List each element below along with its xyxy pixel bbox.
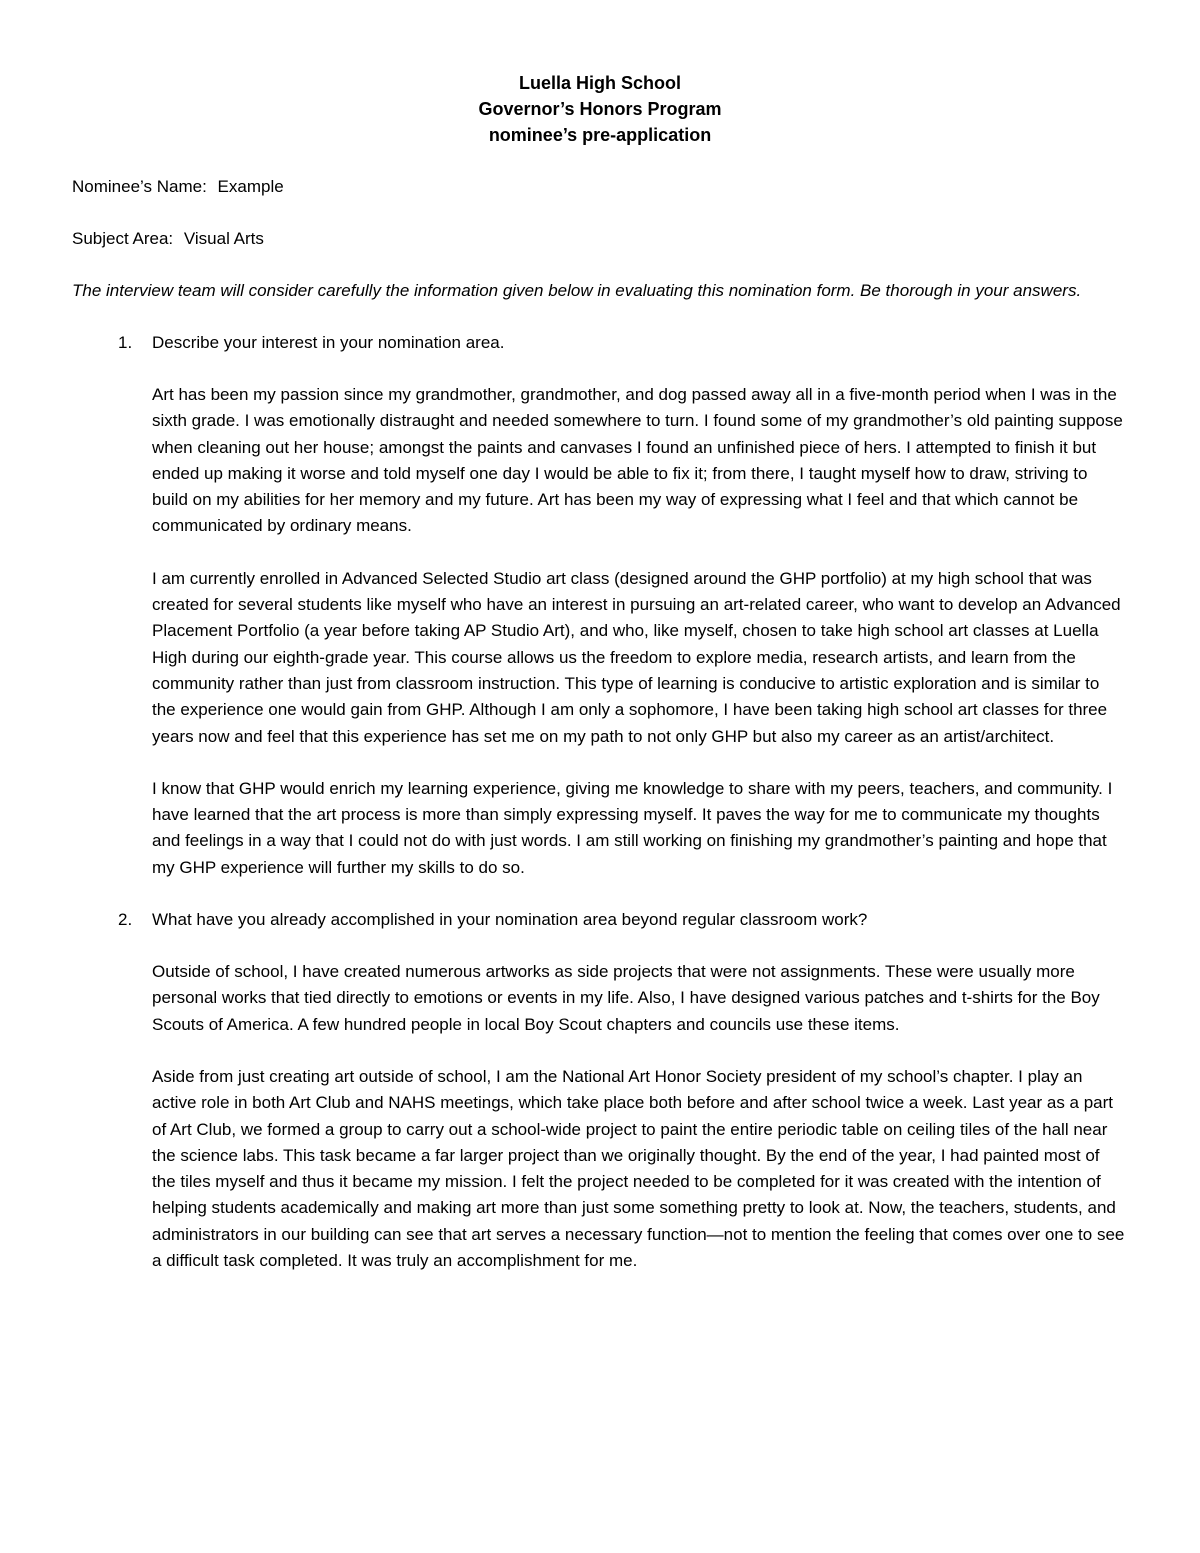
subject-area-label: Subject Area: [72, 229, 174, 248]
subject-area-value: Visual Arts [183, 229, 264, 248]
question-number: 1. [118, 333, 133, 352]
program-name: Governor’s Honors Program [478, 99, 722, 119]
answer-paragraph: I know that GHP would enrich my learning experience, giving me knowledge to share with my peers, teachers, and community. I have learned that the art process is more than simply expressing myself. It paves the way for me to communicate my thoughts and feelings in a way that I could not do with just words. I am still working on finishing my grandmother’s painting and hope that my GHP experience will further my skills to do so. [152, 778, 1113, 877]
subject-area-field [72, 226, 1128, 252]
answer-paragraph: I am currently enrolled in Advanced Selected Studio art class (designed around the GHP portfolio) at my high school that was created for several students like myself who have an interest in pursuing an art-related career, who want to develop an Advanced Placement Portfolio (a year before taking AP Studio Art), and who, like myself, chosen to take high school art classes at Luella High during our eighth-grade year. This course allows us the freedom to explore media, research artists, and learn from the community rather than just from classroom instruction. This type of learning is conducive to artistic exploration and is similar to the experience one would gain from GHP. Although I am only a sophomore, I have been taking high school art classes for three years now and feel that this experience has set me on my path to not only GHP but also my career as an artist/architect. [152, 568, 1121, 746]
nominee-name-value: Example [217, 177, 284, 196]
answer-paragraph: Aside from just creating art outside of school, I am the National Art Honor Society president of my school’s chapter. I play an active role in both Art Club and NAHS meetings, which take place both before and after school twice a week. Last year as a part of Art Club, we formed a group to carry out a school-wide project to paint the entire periodic table on ceiling tiles of the hall near the science labs. This task became a far larger project than we originally thought. By the end of the year, I had painted most of the tiles myself and thus it became my mission. I felt the project needed to be completed for it was created with the intention of helping students academically and making art more than just some something pretty to look at. Now, the teachers, students, and administrators in our building can see that art serves a necessary function—not to mention the feeling that comes over one to see a difficult task completed. It was truly an accomplishment for me. [152, 1066, 1125, 1271]
instructions-text: The interview team will consider carefully the information given below in evaluating this nomination form. Be thorough in your answers. [72, 281, 1082, 300]
nominee-name-field [72, 174, 1128, 200]
question-2 [72, 907, 1128, 933]
nominee-name-label: Nominee’s Name: [72, 177, 207, 196]
question-number: 2. [118, 910, 133, 930]
document-page [72, 70, 1128, 1274]
form-title: nominee’s pre-application [488, 125, 712, 145]
question-1 [72, 330, 1128, 356]
question-text: Describe your interest in your nomination area. [152, 333, 505, 352]
answer-paragraph: Outside of school, I have created numerous artworks as side projects that were not assignments. These were usually more personal works that tied directly to emotions or events in my life. Also, I have designed various patches and t-shirts for the Boy Scouts of America. A few hundred people in local Boy Scout chapters and councils use these items. [152, 962, 1100, 1034]
school-name: Luella High School [518, 73, 681, 93]
document-header [72, 70, 1128, 148]
question-text: What have you already accomplished in your nomination area beyond regular classroom work? [152, 910, 868, 930]
answer-paragraph: Art has been my passion since my grandmother, grandmother, and dog passed away all in a five-month period when I was in the sixth grade. I was emotionally distraught and needed somewhere to turn. I found some of my grandmother’s old painting suppose when cleaning out her house; amongst the paints and canvases I found an unfinished piece of hers. I attempted to finish it but ended up making it worse and told myself one day I would be able to fix it; from there, I taught myself how to draw, striving to build on my abilities for her memory and my future. Art has been my way of expressing what I feel and that which cannot be communicated by ordinary means. [152, 385, 1123, 536]
